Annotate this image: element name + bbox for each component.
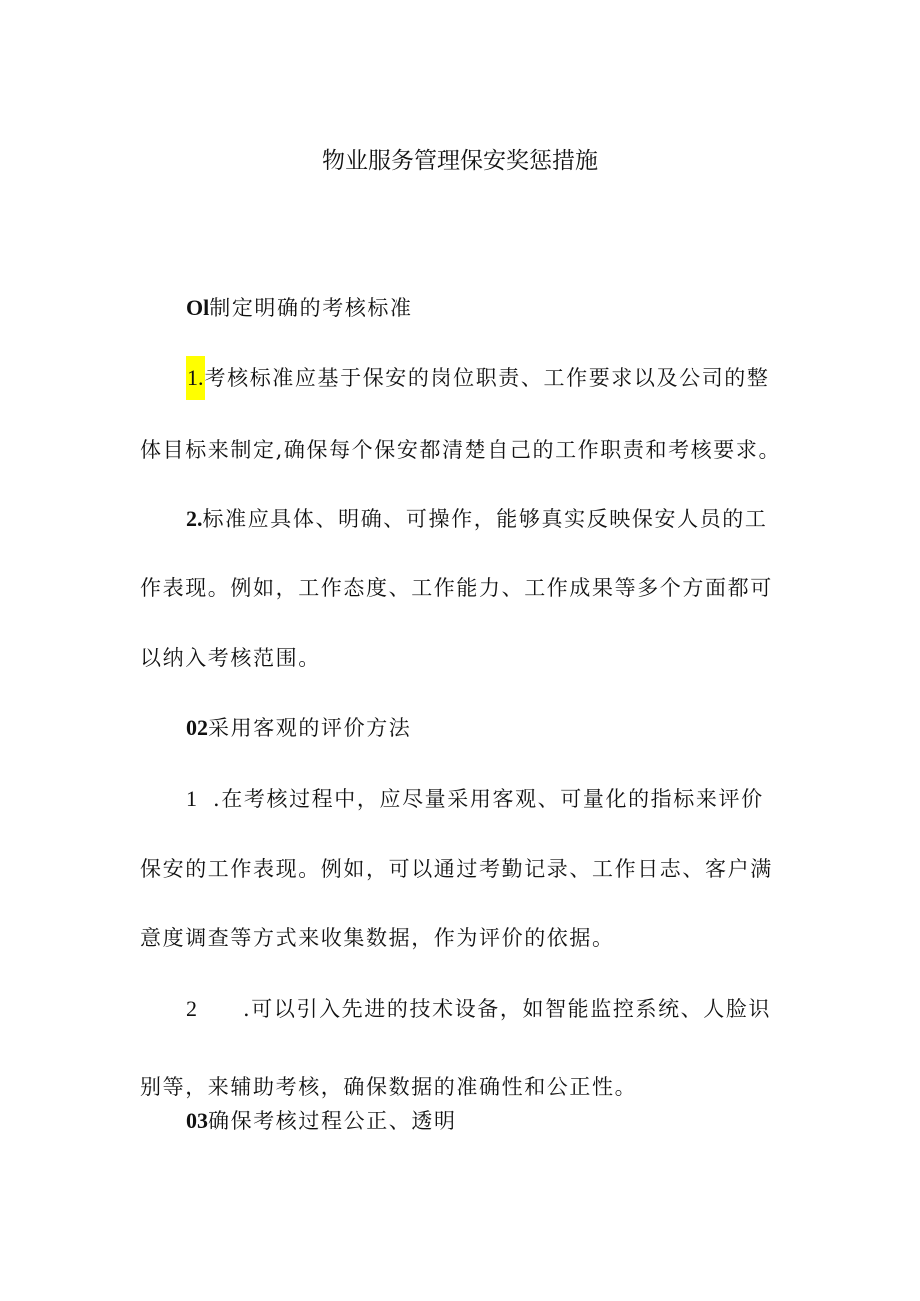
item-number: 1	[186, 786, 197, 811]
paragraph-text: 标准应具体、明确、可操作，能够真实反映保安人员的工	[202, 507, 768, 531]
section-title: 采用客观的评价方法	[208, 716, 412, 740]
paragraph-line: 意度调查等方式来收集数据，作为评价的依据。	[140, 926, 615, 950]
paragraph-line: 保安的工作表现。例如，可以通过考勤记录、工作日志、客户满	[140, 857, 773, 881]
paragraph-line	[186, 356, 770, 400]
section-number: 03	[186, 1108, 208, 1133]
section-title: 制定明确的考核标准	[209, 296, 413, 320]
paragraph-line	[186, 783, 764, 813]
item-number-highlighted: 1.	[186, 356, 205, 400]
paragraph-text: .可以引入先进的技术设备，如智能监控系统、人脸识	[243, 997, 772, 1021]
paragraph-line: 体目标来制定,确保每个保安都清楚自己的工作职责和考核要求。	[140, 438, 782, 462]
section-number: 02	[186, 715, 208, 740]
section-title: 确保考核过程公正、透明	[208, 1109, 457, 1133]
paragraph-line	[186, 503, 768, 533]
paragraph-line: 作表现。例如，工作态度、工作能力、工作成果等多个方面都可	[140, 576, 773, 600]
item-number: 2	[186, 996, 197, 1021]
section-number: Ol	[186, 295, 210, 320]
paragraph-text: 考核标准应基于保安的岗位职责、工作要求以及公司的整	[204, 366, 770, 390]
section-heading	[186, 712, 411, 742]
page-title: 物业服务管理保安奖惩措施	[322, 148, 598, 174]
paragraph-line	[186, 993, 771, 1023]
paragraph-text: .在考核过程中，应尽量采用客观、可量化的指标来评价	[213, 787, 764, 811]
paragraph-line: 别等，来辅助考核，确保数据的准确性和公正性。	[140, 1075, 638, 1099]
section-heading	[186, 1105, 457, 1135]
item-number: 2.	[186, 506, 203, 531]
paragraph-line: 以纳入考核范围。	[140, 646, 321, 670]
section-heading	[186, 292, 413, 322]
